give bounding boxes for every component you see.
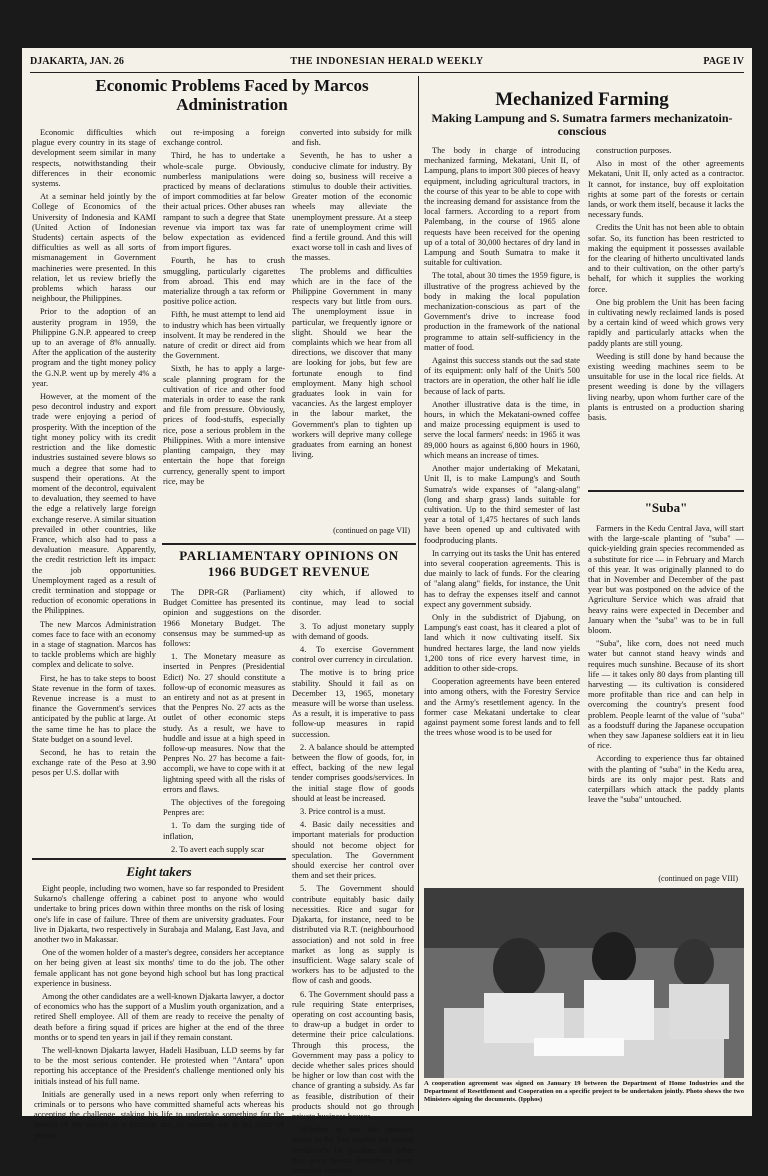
page-header [30, 52, 744, 73]
paragraph: Economic difficulties which plague every country in its stage of development seem similar in many respects, notwithstanding their differences in their economic systems. [32, 128, 156, 189]
farming-subheadline: Making Lampung and S. Sumatra farmers mechanizatoin-conscious [431, 111, 733, 138]
paragraph: "Suba", like corn, does not need much water but cannot stand heavy winds and requires much sunshine. Because of its short life — it takes only 80 days from planting till harvesting — its cultivation is considered more profitable than rice and can help in overcoming the country's present food problem. People learnt of the value of "suba" as a foodstuff during the Japanese occupation when they saw Japanese soldiers eat it in lieu of rice. [588, 639, 744, 751]
paragraph: 1. To dam the surging tide of inflation, [163, 821, 285, 841]
paragraph: Among the other candidates are a well-known Djakarta lawyer, a doctor of economics who has the support of a Muslim youth organization, and a retired Shell employee. All of them are ready to receive the penalty of death before a firing squad if prices are higher at the end of the three months or to spend ten years in jail if they remain constant. [34, 992, 284, 1042]
paragraph: 5. The Government should contribute equitably basic daily necessities. Rice and sugar for Djakarta, for instance, need to be distributed via R.T. (neighbourhood association) and not sold in free market as long as supply is insufficient. Wage salary scale of workers has to be adjusted to the flow of cash and goods. [292, 884, 414, 986]
page-number: PAGE IV [703, 56, 744, 67]
paragraph: However, at the moment of the peso decontrol industry and export trade were enjoying a period of prosperity. With the inception of the tight money policy with its credit restriction and the like domestic industries sustained severe blows so much a degree that some had to suspend their operations. At the moment of the decontrol, equivalent to devaluation, they seemed to have the edge a relatively large foreign exchange reserve. A similar situation prevailed in other countries, like France, which also had to pass a devaluation measure. Apparently, the credit restriction left its impact: the job opportunities. Unemployment raged as a result of credit termination and stoppage or reduction of economic operations in the Philippines. [32, 392, 156, 616]
paragraph: Second, he has to retain the exchange rate of the Peso at 3.90 pesos per U.S. dollar with [32, 747, 156, 778]
paragraph: Fourth, he has to crush smuggling, particularly cigarettes from abroad. This end may materialize through a tax reform or positive police action. [163, 256, 285, 307]
paragraph: The body in charge of introducing mechanized farming, Mekatani, Unit II, of Lampung, plans to import 300 pieces of heavy equipment, including agricultural tractors, in the course of this year to be able to cope with the increasing demand for assistance from the local farmers. According to a report from Palembang, in the course of 1965 alone requests have been received for the opening up of a total of 30,000 hectares of dry land in Lampung and South Sumatra to make it suitable for cultivation. [424, 146, 580, 268]
parliament-column-2 [292, 588, 414, 1175]
paragraph: Another illustrative data is the time, in hours, in which the Mekatani-owned coffee and maize processing equipment is used to serve the local farmers' needs: in 1965 it was 89,000 hours as against 6,800 hours in 1960, which means an increase of times. [424, 399, 580, 460]
column-divider [418, 76, 419, 1111]
paragraph: Cooperation agreements have been entered into among others, with the Forestry Service and the Army's resettlement agency. In the former case Mekatani undertake to clear against payment some forest lands and to fell the trees whose wood is to be used for [424, 677, 580, 738]
divider [32, 858, 286, 860]
paragraph: Only in the subdistrict of Djabung, on Lampung's east coast, has it cleared a plot of land which it now cultivating itself. Six hundred hectares large, the land now yields 1,200 tons of rice every harvest time, in addition to other side-crops. [424, 612, 580, 673]
parliament-headline-line-2: 1966 BUDGET REVENUE [207, 564, 371, 579]
paragraph: The well-known Djakarta lawyer, Hadeli Hasibuan, LLD seems by far to be the most serious contender. He protested when "Antara" upon reporting his acceptance of the President's challenge mentioned only his initials instead of his full name. [34, 1046, 284, 1086]
dateline: DJAKARTA, JAN. 26 [30, 56, 124, 67]
paragraph: 4. To exercise Government control over currency in circulation. [292, 645, 414, 665]
paragraph: The total, about 30 times the 1959 figure, is illustrative of the progress achieved by the body in making the local population mechanization-conscious as part of the Government's drive to increase food production in the framework of the national programme to attain self-sufficiency in the matter of food. [424, 271, 580, 352]
paragraph: According to experience thus far obtained with the planting of "suba" in the Kedu area, birds are its only major pest. Rats and caterpillars which attack the paddy plants leave the "suba" untouched. [588, 754, 744, 805]
economic-column-2 [163, 128, 285, 543]
economic-continued: (continued on page VII) [333, 526, 410, 535]
divider [162, 543, 416, 545]
paragraph: In carrying out its tasks the Unit has entered into several cooperation agreements. This is due mainly to lack of funds. For the clearing of "alang alang" fields, for instance, the Unit has to defray the expenses itself and cannot expect any government subsidy. [424, 548, 580, 609]
paragraph: Another major undertaking of Mekatani, Unit II, is to make Lampung's and South Sumatra's wide expanses of "alang-alang" (long and sharp grass) lands suitable for cultivation. Up to the third semester of last year a total of 1,475 hectares of such lands have been opened up and cultivated with foodproducing plants. [424, 464, 580, 545]
paragraph: Also in most of the other agreements Mekatani, Unit II, only acted as a contractor. It cannot, for instance, buy off exploitation rights at some part of the forests or certain lands, or work them itself, because it lacks the necessary funds. [588, 159, 744, 220]
photo-ministers-signing [424, 888, 744, 1078]
farming-column-2 [588, 146, 744, 488]
paragraph: Initials are generally used in a news report only when referring to criminals or to persons who have committed shameful acts whereas his accepting the challenge, staking his life to undertake something for the benefit of the people is a patriotic act, he pointed out in his letter of protest. [34, 1089, 284, 1140]
paragraph: Third, he has to undertake a whole-scale purge. Obviously, numberless manipulations were practiced by means of declarations of import commodities at far below their actual prices. Other abuses ran rampant to such a degree that State revenue via import tax was far below expectation as evidenced from import figures. [163, 151, 285, 253]
photo-image [424, 888, 744, 1078]
paragraph: 3. To adjust monetary supply with demand of goods. [292, 621, 414, 641]
economic-column-3 [292, 128, 412, 523]
paragraph: 3. Price control is a must. [300, 807, 386, 817]
paragraph: 2. To avert each supply scar [171, 844, 265, 854]
farming-headline: Mechanized Farming [495, 89, 669, 110]
paragraph: 1. The Monetary measure as inserted in Penpres (Presidential Edict) No. 27 should constitute a follow-up of economic measures as an entirety and not as at present in that the Penpres No. 27 acts as the outlet of other economic steps study. As a result, we have to huddle and issue at a high speed in follow-up measures. Now that the Penpres No. 27 has become a fait-accompli, we have to cope with it at lightning speed with all the risks of errors and flaws. [163, 652, 285, 794]
paragraph: The motive is to bring price stability. Should it fail as on December 13, 1965, monetary measure will be worse than useless. As a result, it is imperative to pass follow-up measures in rapid succession. [292, 668, 414, 739]
eight-takers-body [34, 884, 284, 1140]
paragraph: Seventh, he has to usher a conducive climate for industry. By doing so, business will receive a stimulus to double their activities. Greater motion of the economic wheels may alleviate the unemployment pressure. At a steep rate of unemployment crime will find a fertile ground. And this will exact worse toll in cash and lives of the masses. [292, 151, 412, 263]
paragraph: One of the women holder of a master's degree, considers her acceptance on her being given at least six months' time to do the job. The other female applicant has not gone beyond high school but has long practical experience in business. [34, 948, 284, 988]
paragraph: At a seminar held jointly by the College of Economics of the University of Indonesia and KAMI (United Action of Indonesian Students) certain aspects of the difficulties as well as all sorts of mismanagement in Government machineries were presented. In this relation, let us review briefly the problems which harass our neighbour, the Philippines. [32, 192, 156, 304]
paragraph: First, he has to take steps to boost State revenue in the form of taxes. Revenue increase is a must to finance the Government's services anticipated by the public at large. At the same time he has to place the State budget on a sound level. [32, 673, 156, 744]
paragraph: city which, if allowed to continue, may lead to social disorder. [292, 588, 414, 618]
photo-caption: A cooperation agreement was signed on January 19 between the Department of Home Industries and the Department of Resettlement and Cooperation on a specific project to be undertaken jointly. Photo shows the two Ministers signing the documents. (Ipphos) [424, 1080, 744, 1103]
paragraph: 6. The Government should pass a rule requiring State enterprises, operating on cost accounting basis, to draw-up a budget in order to determine their price calculations. Through this process, the Government may pass a policy to decide whether sales prices should be higher or low than cost with the chance of granting a subsidy. As far as feasible, distribution of their products should not go through private business houses. [292, 989, 414, 1121]
paragraph: Against this success stands out the sad state of its equipment: only half of the Unit's 500 tractors are in operation, the other half lie idle because of lack of parts. [424, 356, 580, 396]
paragraph: The new Marcos Administration comes face to face with an economy in a stage of stagnation. Marcos has to tackle problems which are highly complex and delicate to solve. [32, 619, 156, 670]
paragraph: 2. A balance should be attempted between the flow of goods, for, in effect, backing of the new legal tender comprises goods/services. In the initial stage flow of goods should at least be increased. [292, 742, 414, 803]
paragraph: Farmers in the Kedu Central Java, will start with the large-scale planting of "suba" — quick-yielding grain species recommended as a substitute for rice — in February and March of this year. It was originally planned to do that in November and December of the past year but was postponed on the advice of the Agriculture Service which was afraid that heavy rains were expected in December and January when the "suba" was to be in full bloom. [588, 524, 744, 636]
divider [588, 490, 744, 492]
paragraph: Whether or not the runaway prices in the free market are caused exclusively by gasoline and other fuel price boosts deserves a more intensive scrutiny. [292, 1125, 414, 1175]
paragraph: Credits the Unit has not been able to obtain sofar. So, its function has been restricted to making the equipment it possesses available for the clearing of hitherto uncultivated lands and to their cultivation, on the other party's behalf, for which it supplies the working force. [588, 223, 744, 294]
paragraph: out re-imposing a foreign exchange control. [163, 128, 285, 148]
paragraph: The objectives of the foregoing Penpres are: [163, 798, 285, 818]
paragraph: Eight people, including two women, have so far responded to President Sukarno's challenge offering a cabinet post to anyone who would undertake to bring prices down within three months on the risk of losing one's life in case of failure. Three of them are university graduates. Four live in Djakarta, two respectively in Surabaja and Malang, East Java, and another two in Makassar. [34, 884, 284, 945]
economic-headline: Economic Problems Faced by Marcos Administration [95, 76, 369, 114]
suba-body [588, 524, 744, 872]
economic-column-1 [32, 128, 156, 848]
suba-headline: "Suba" [644, 500, 688, 515]
eight-takers-headline: Eight takers [126, 864, 192, 879]
paragraph: One big problem the Unit has been facing in cultivating newly reclaimed lands is posed by a certain kind of weed which grows very rapidly and particularly attacks when the paddy plants are still young. [588, 297, 744, 348]
paragraph: Weeding is still done by hand because the existing weeding machines seem to be unsuitable for use in the local rice fields. At present weeding is done by the villagers living nearby, upon whom further care of the plants is entrusted on a production sharing basis. [588, 351, 744, 423]
paragraph: The problems and difficulties which are in the face of the Philippine Government in many respects vary but little from ours. The unemployment issue in particular, we frequently ignore or slight. Should we hear the complaints which we hear from all directions, we discover that many are looking for jobs, but few are fortunate enough to find employment. Many high school graduates look in vain for vacancies. As the largest employer in the labour market, the Government's plan to tighten up workers will deprive many college graduates from earning an honest living. [292, 266, 412, 460]
suba-continued: (continued on page VIII) [658, 874, 738, 883]
paragraph: 4. Basic daily necessities and important materials for production should not become object for speculation. The Government should exercise her control over them and set their prices. [292, 820, 414, 881]
paragraph: Fifth, he must attempt to lend aid to industry which has been virtually insolvent. It may be rendered in the nature of credit or direct aid from the Government. [163, 310, 285, 361]
farming-column-1 [424, 146, 580, 874]
parliament-headline-line-1: PARLIAMENTARY OPINIONS ON [179, 548, 399, 563]
paragraph: converted into subsidy for milk and fish. [292, 128, 412, 148]
newspaper-page [22, 48, 752, 1175]
paragraph: Sixth, he has to apply a large-scale planning program for the cultivation of rice and other food materials in order to ease the rank and file from pressure. Obviously, prices of food-stuffs, especially rice, pose a serious problem in the Philippines. With a more intensive planting campaign, they may entertain the hope that foreign currency, generally spent to import rice, may be [163, 364, 285, 486]
masthead: THE INDONESIAN HERALD WEEKLY [290, 56, 484, 67]
paragraph: The DPR-GR (Parliament) Budget Comittee has presented its opinion and suggestions on the 1966 Monetary Budget. The consensus may be summed-up as follows: [163, 588, 285, 649]
parliament-column-1 [163, 588, 285, 858]
paragraph: construction purposes. [596, 146, 672, 155]
paragraph: Prior to the adoption of an austerity program in 1959, the Philippine G.N.P. appeared to creep up to an average of 8% annually. After the application of the austerity program and the tight money policy the G.N.P. went up by merely 4% a year. [32, 307, 156, 388]
